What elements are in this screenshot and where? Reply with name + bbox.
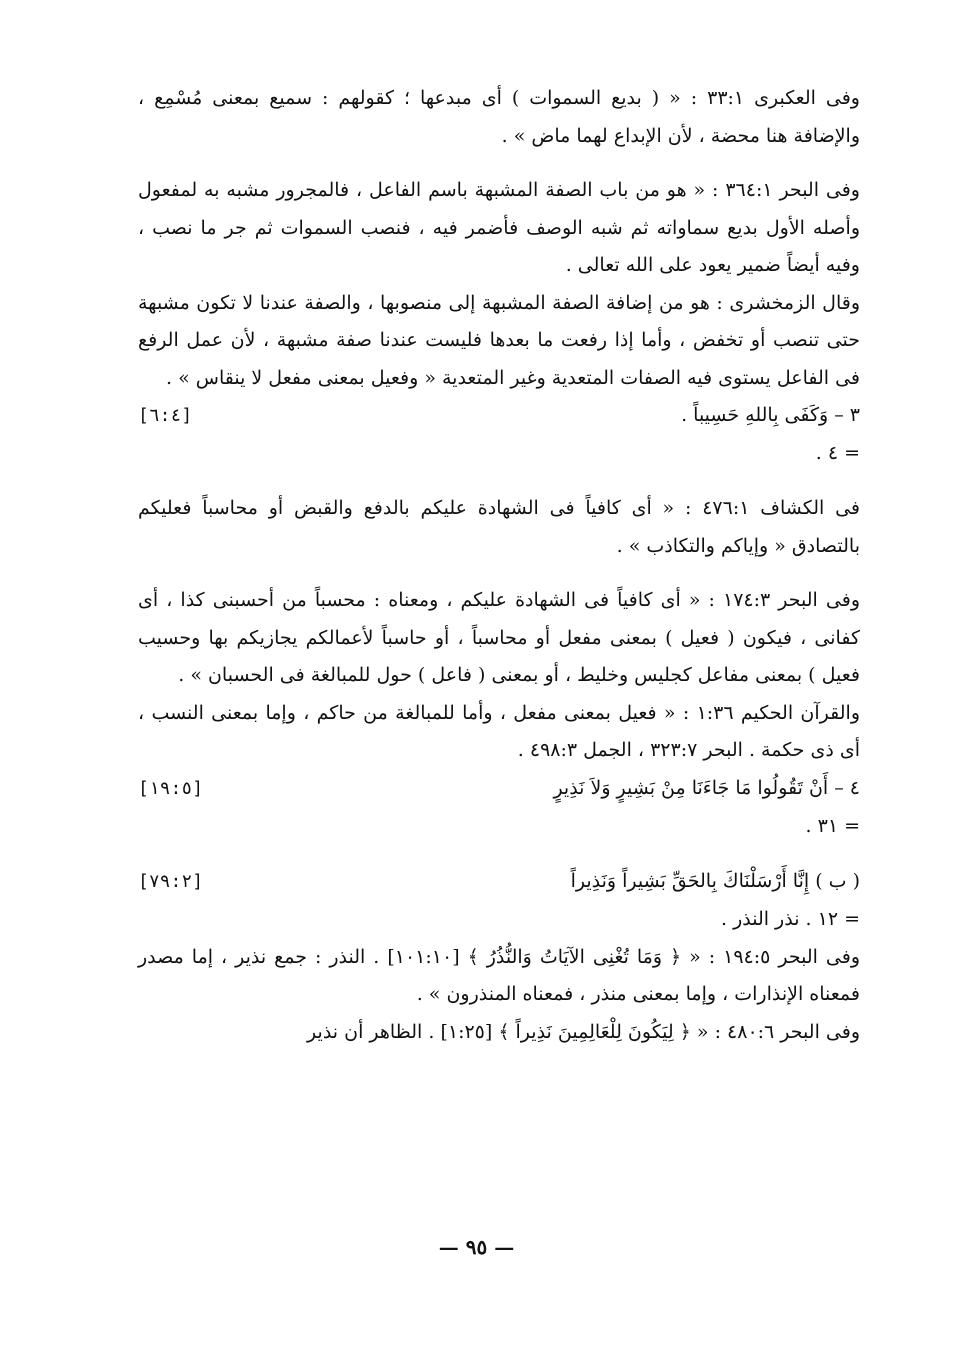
verse-4-count: = ٣١ . (805, 814, 860, 837)
verse-4-reference: [١٩:٥] (138, 777, 204, 799)
verse-b-count: = ١٢ . نذر النذر . (720, 907, 860, 930)
verse-4-line (138, 770, 860, 808)
verse-4-text: ٤ – أَنْ تَقُولُوا مَا جَاءَنَا مِنْ بَشِيرٍ وَلاَ نَذِيرٍ (553, 776, 860, 799)
page-body (138, 80, 860, 1051)
verse-b-reference: [٧٩:٢] (138, 870, 204, 892)
paragraph-bahr-2: وفى البحر ١٧٤:٣ : « أى كافياً فى الشهادة عليكم ، ومعناه : محسباً من أحسبنى كذا ، أى كفانى ، فيكون ( فعيل ) بمعنى مفعل أو محاسباً ، أو حاسباً لأعمالكم يجازيكم بها وحسيب فعيل ) بمعنى مفاعل كجليس وخليط ، أو بمعنى ( فاعل ) حول للمبالغة فى الحسبان » . (138, 589, 860, 686)
paragraph-bahr-4: وفى البحر ٤٨٠:٦ : « ﴿ لِيَكُونَ لِلْعَالِمِينَ نَذِيراً ﴾ [١:٢٥] . الظاهر أن نذير (307, 1020, 860, 1043)
paragraph-bahr-3: وفى البحر ١٩٤:٥ : « ﴿ وَمَا تُغْنِى الآيَاتُ وَالنُّذُرُ ﴾ [١٠١:١٠] . النذر : جمع نذير ، إما مصدر فمعناه الإنذارات ، وإما بمعنى منذر ، فمعناه المنذرون » . (138, 945, 860, 1005)
verse-b-text: ( ب ) إِنَّا أَرْسَلْنَاكَ بِالحَقِّ بَشِيراً وَنَذِيراً (570, 869, 860, 892)
paragraph-ukbari: وفى العكبرى ٣٣:١ : « ( بديع السموات ) أى مبدعها ؛ كقولهم : سميع بمعنى مُسْمِع ، والإضافة هنا محضة ، لأن الإبداع لهما ماض » . (138, 87, 860, 147)
paragraph-zamakhshari: وقال الزمخشرى : هو من إضافة الصفة المشبهة إلى منصوبها ، والصفة عندنا لا تكون مشبهة حتى تنصب أو تخفض ، وأما إذا رفعت ما بعدها فليست عندنا صفة مشبهة ، لأن عمل الرفع فى الفاعل يستوى فيه الصفات المتعدية وغير المتعدية « وفعيل بمعنى مفعل لا ينقاس » . (138, 291, 860, 389)
page-number: — ٩٥ — (438, 1235, 515, 1259)
verse-3-reference: [٦:٤] (138, 405, 193, 426)
verse-3-line (138, 397, 860, 435)
paragraph-quran-hakim: والقرآن الحكيم ١:٣٦ : « فعيل بمعنى مفعل ، وأما للمبالغة من حاكم ، وإما بمعنى النسب ، أى ذى حكمة . البحر ٣٢٣:٧ ، الجمل ٤٩٨:٣ . (138, 701, 860, 761)
paragraph-kashshaf: فى الكشاف ٤٧٦:١ : « أى كافياً فى الشهادة عليكم بالدفع والقبض أو محاسباً فعليكم بالتصادق « وإياكم والتكاذب » . (138, 497, 860, 557)
verse-b-line (138, 863, 860, 901)
paragraph-bahr-1: وفى البحر ٣٦٤:١ : « هو من باب الصفة المشبهة باسم الفاعل ، فالمجرور مشبه به لمفعول وأصله الأول بديع سماواته ثم شبه الوصف فأضمر فيه ، فنصب السموات ثم جر ما نصب ، وفيه أيضاً ضمير يعود على الله تعالى . (138, 179, 860, 276)
verse-3-text: ٣ – وَكَفَى بِاللهِ حَسِيباً . (681, 404, 860, 426)
verse-3-count: = ٤ . (815, 442, 860, 464)
